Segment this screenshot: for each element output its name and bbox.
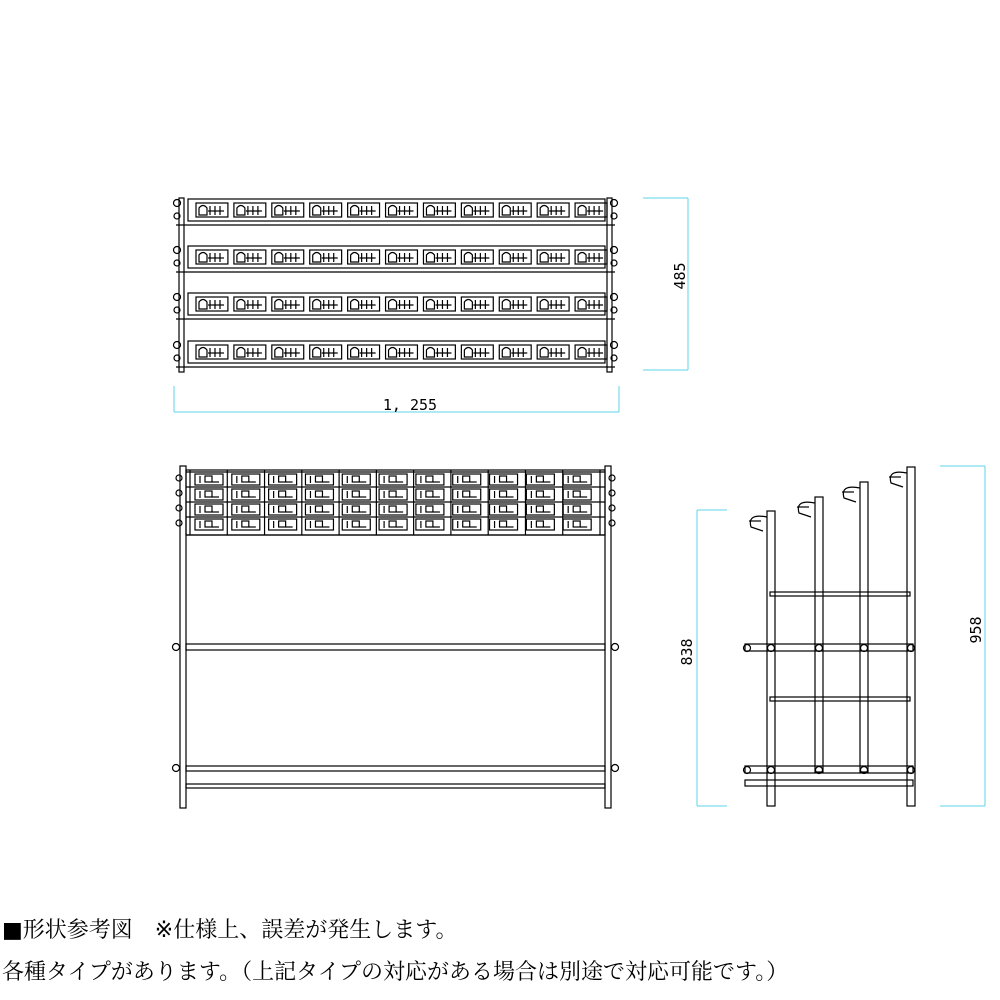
front-slot-holder — [500, 476, 507, 482]
top-slot-cap — [275, 206, 283, 216]
front-slot-holder — [463, 491, 470, 497]
front-slot — [232, 474, 260, 485]
top-slot-cap — [540, 348, 548, 358]
side-post — [842, 482, 868, 774]
front-slot-holder — [536, 476, 543, 482]
side-hook — [890, 472, 907, 487]
top-slot-cap — [313, 300, 321, 310]
front-slot — [490, 519, 518, 530]
front-left-post — [180, 466, 186, 808]
front-slot-holder — [279, 521, 286, 527]
front-slot — [342, 504, 370, 515]
top-slot-cap — [199, 253, 207, 263]
front-slot-holder — [536, 491, 543, 497]
top-slot-cap — [389, 300, 397, 310]
front-slot — [416, 489, 444, 500]
front-bolt — [609, 520, 615, 526]
top-row — [174, 341, 618, 367]
side-base-bar — [745, 780, 913, 786]
top-view — [174, 198, 618, 372]
side-dimension-lines — [697, 466, 985, 806]
front-bolt — [609, 475, 615, 481]
dim-side-rear-height: 958 — [967, 616, 985, 644]
top-slot — [196, 297, 228, 311]
front-slot — [195, 474, 223, 485]
front-slot — [305, 504, 333, 515]
top-slot — [461, 345, 493, 359]
top-slot-cap — [540, 206, 548, 216]
top-slot-cap — [540, 300, 548, 310]
top-slot-cap — [275, 253, 283, 263]
top-slot-cap — [237, 300, 245, 310]
front-view — [173, 466, 619, 808]
top-slot-cap — [578, 253, 586, 263]
top-slot-cap — [578, 348, 586, 358]
front-slot — [379, 474, 407, 485]
front-slot-holder — [573, 521, 580, 527]
front-slot-holder — [352, 521, 359, 527]
front-bolt — [609, 490, 615, 496]
top-slot — [461, 203, 493, 217]
top-slot — [575, 250, 607, 264]
side-hook — [843, 487, 860, 502]
front-slot — [526, 489, 554, 500]
front-slot — [379, 489, 407, 500]
front-slot — [269, 474, 297, 485]
front-slot — [342, 489, 370, 500]
top-slot — [499, 250, 531, 264]
top-slot — [423, 345, 455, 359]
side-post-bar — [907, 467, 915, 806]
top-row — [174, 293, 618, 319]
front-lower-bar — [186, 766, 605, 771]
top-slot — [423, 250, 455, 264]
top-slot — [461, 297, 493, 311]
top-row — [174, 199, 618, 225]
front-slot-holder — [426, 476, 433, 482]
front-bottom-bar — [186, 784, 605, 788]
top-slot — [272, 203, 304, 217]
front-slot — [416, 474, 444, 485]
top-slot — [196, 345, 228, 359]
top-right-post — [607, 198, 612, 372]
top-slot-cap — [351, 206, 359, 216]
top-slot — [499, 297, 531, 311]
front-slot-holder — [242, 491, 249, 497]
front-slot — [195, 504, 223, 515]
front-slot-holder — [573, 476, 580, 482]
front-slot — [305, 519, 333, 530]
front-bolt — [173, 765, 180, 772]
top-slot — [348, 297, 380, 311]
top-slot-cap — [237, 348, 245, 358]
top-slot — [196, 203, 228, 217]
front-slot-holder — [573, 491, 580, 497]
top-slot-cap — [351, 348, 359, 358]
top-slot-cap — [313, 206, 321, 216]
top-slot-cap — [426, 300, 434, 310]
side-post — [749, 511, 775, 806]
top-slot — [537, 203, 569, 217]
front-slot-holder — [426, 491, 433, 497]
front-slot-holder — [463, 506, 470, 512]
top-slot-cap — [464, 348, 472, 358]
caption-type-note: 各種タイプがあります。（上記タイプの対応がある場合は別途で対応可能です。） — [2, 960, 789, 985]
side-post — [797, 497, 823, 774]
top-slot-cap — [199, 348, 207, 358]
top-slot — [537, 345, 569, 359]
front-slot — [526, 519, 554, 530]
front-slot-holder — [352, 476, 359, 482]
front-slot — [526, 474, 554, 485]
top-slot-cap — [464, 300, 472, 310]
top-slot-cap — [313, 253, 321, 263]
top-slot — [499, 203, 531, 217]
top-slot — [234, 297, 266, 311]
front-slot-holder — [242, 506, 249, 512]
front-middle-bar — [186, 644, 605, 650]
top-slot — [423, 203, 455, 217]
top-row — [174, 246, 618, 272]
top-slot-cap — [351, 300, 359, 310]
caption-reference-note: ■形状参考図 ※仕様上、誤差が発生します。 — [2, 918, 458, 943]
front-slot — [232, 519, 260, 530]
top-slot-cap — [351, 253, 359, 263]
top-slot — [575, 297, 607, 311]
side-upper-brace — [770, 592, 910, 596]
top-slot — [310, 250, 342, 264]
front-slot — [305, 489, 333, 500]
front-right-post — [605, 466, 611, 808]
front-bolt — [176, 505, 182, 511]
front-slot-holder — [389, 491, 396, 497]
front-slot — [490, 489, 518, 500]
front-bolt — [176, 475, 182, 481]
top-slot — [423, 297, 455, 311]
top-slot — [386, 345, 418, 359]
front-slot-holder — [389, 476, 396, 482]
top-slot — [272, 250, 304, 264]
front-slot — [416, 519, 444, 530]
front-slot — [453, 504, 481, 515]
front-slot-holder — [352, 506, 359, 512]
front-slot-holder — [389, 506, 396, 512]
front-slot — [269, 519, 297, 530]
top-left-post — [179, 198, 184, 372]
front-slot — [453, 489, 481, 500]
front-slot — [490, 474, 518, 485]
top-slot-cap — [540, 253, 548, 263]
front-slot-holder — [242, 521, 249, 527]
front-bolt — [612, 644, 619, 651]
front-slot — [453, 519, 481, 530]
top-slot-cap — [464, 253, 472, 263]
top-slot-cap — [464, 206, 472, 216]
top-slot-cap — [389, 206, 397, 216]
front-slot-holder — [242, 476, 249, 482]
top-slot — [234, 250, 266, 264]
front-slot — [342, 474, 370, 485]
top-slot — [310, 297, 342, 311]
front-slot — [563, 474, 591, 485]
top-slot — [234, 203, 266, 217]
front-slot — [490, 504, 518, 515]
front-slot-holder — [500, 521, 507, 527]
dim-side-front-height: 838 — [678, 638, 696, 666]
top-slot — [575, 345, 607, 359]
top-slot-cap — [275, 348, 283, 358]
top-slot — [196, 250, 228, 264]
front-slot — [232, 504, 260, 515]
front-slot — [342, 519, 370, 530]
front-slot — [269, 489, 297, 500]
side-post-bar — [860, 482, 868, 772]
front-slot-holder — [389, 521, 396, 527]
side-post-bar — [767, 511, 775, 806]
front-slot — [232, 489, 260, 500]
front-bolt — [176, 490, 182, 496]
top-slot-cap — [389, 348, 397, 358]
front-slot-holder — [279, 506, 286, 512]
top-slot — [310, 345, 342, 359]
front-slot — [416, 504, 444, 515]
front-slot — [563, 504, 591, 515]
top-slot-cap — [199, 206, 207, 216]
front-bolt — [612, 765, 619, 772]
top-slot-cap — [237, 206, 245, 216]
front-slot-holder — [315, 521, 322, 527]
front-slot — [195, 489, 223, 500]
front-slot-holder — [500, 491, 507, 497]
top-slot-cap — [237, 253, 245, 263]
side-view — [744, 467, 916, 806]
front-slot-holder — [205, 506, 212, 512]
front-slot — [195, 519, 223, 530]
top-slot — [537, 250, 569, 264]
front-slot-holder — [536, 506, 543, 512]
top-slot-cap — [502, 300, 510, 310]
top-slot-cap — [426, 253, 434, 263]
front-slot-holder — [205, 476, 212, 482]
side-post — [889, 467, 915, 806]
front-slot-holder — [205, 521, 212, 527]
top-slot-cap — [502, 253, 510, 263]
front-slot-holder — [205, 491, 212, 497]
front-slot-holder — [426, 521, 433, 527]
front-slot — [563, 519, 591, 530]
top-slot — [461, 250, 493, 264]
front-slot-holder — [315, 491, 322, 497]
top-slot-cap — [578, 300, 586, 310]
front-bolt — [609, 505, 615, 511]
front-slot-holder — [573, 506, 580, 512]
front-slot-holder — [352, 491, 359, 497]
front-slot — [269, 504, 297, 515]
top-slot — [348, 203, 380, 217]
top-slot — [234, 345, 266, 359]
top-slot — [386, 250, 418, 264]
front-slot-holder — [463, 521, 470, 527]
front-slot-holder — [500, 506, 507, 512]
front-slot — [526, 504, 554, 515]
front-bolt — [173, 644, 180, 651]
front-slot — [563, 489, 591, 500]
front-slot-holder — [426, 506, 433, 512]
front-slot-holder — [315, 506, 322, 512]
top-slot-cap — [502, 348, 510, 358]
front-slot — [453, 474, 481, 485]
top-slot — [499, 345, 531, 359]
top-slot-cap — [389, 253, 397, 263]
dim-top-depth: 485 — [671, 262, 689, 290]
top-slot-cap — [578, 206, 586, 216]
top-slot-cap — [199, 300, 207, 310]
front-slot-holder — [536, 521, 543, 527]
side-lower-brace — [770, 697, 910, 701]
top-slot-cap — [502, 206, 510, 216]
side-hook — [798, 502, 815, 517]
front-slot-holder — [279, 476, 286, 482]
top-slot — [386, 297, 418, 311]
front-slot-holder — [463, 476, 470, 482]
top-slot — [348, 250, 380, 264]
top-slot — [537, 297, 569, 311]
side-hook — [750, 516, 767, 531]
top-slot — [575, 203, 607, 217]
front-bolt — [176, 520, 182, 526]
top-slot-cap — [275, 300, 283, 310]
front-slot — [379, 519, 407, 530]
front-slot — [379, 504, 407, 515]
dim-top-width: 1, 255 — [382, 396, 438, 414]
top-slot — [386, 203, 418, 217]
front-slot — [305, 474, 333, 485]
top-slot-cap — [313, 348, 321, 358]
top-slot — [272, 297, 304, 311]
top-slot — [272, 345, 304, 359]
top-slot — [310, 203, 342, 217]
side-post-bar — [815, 497, 823, 772]
top-slot — [348, 345, 380, 359]
top-slot-cap — [426, 348, 434, 358]
front-slot-holder — [315, 476, 322, 482]
front-slot-holder — [279, 491, 286, 497]
top-slot-cap — [426, 206, 434, 216]
